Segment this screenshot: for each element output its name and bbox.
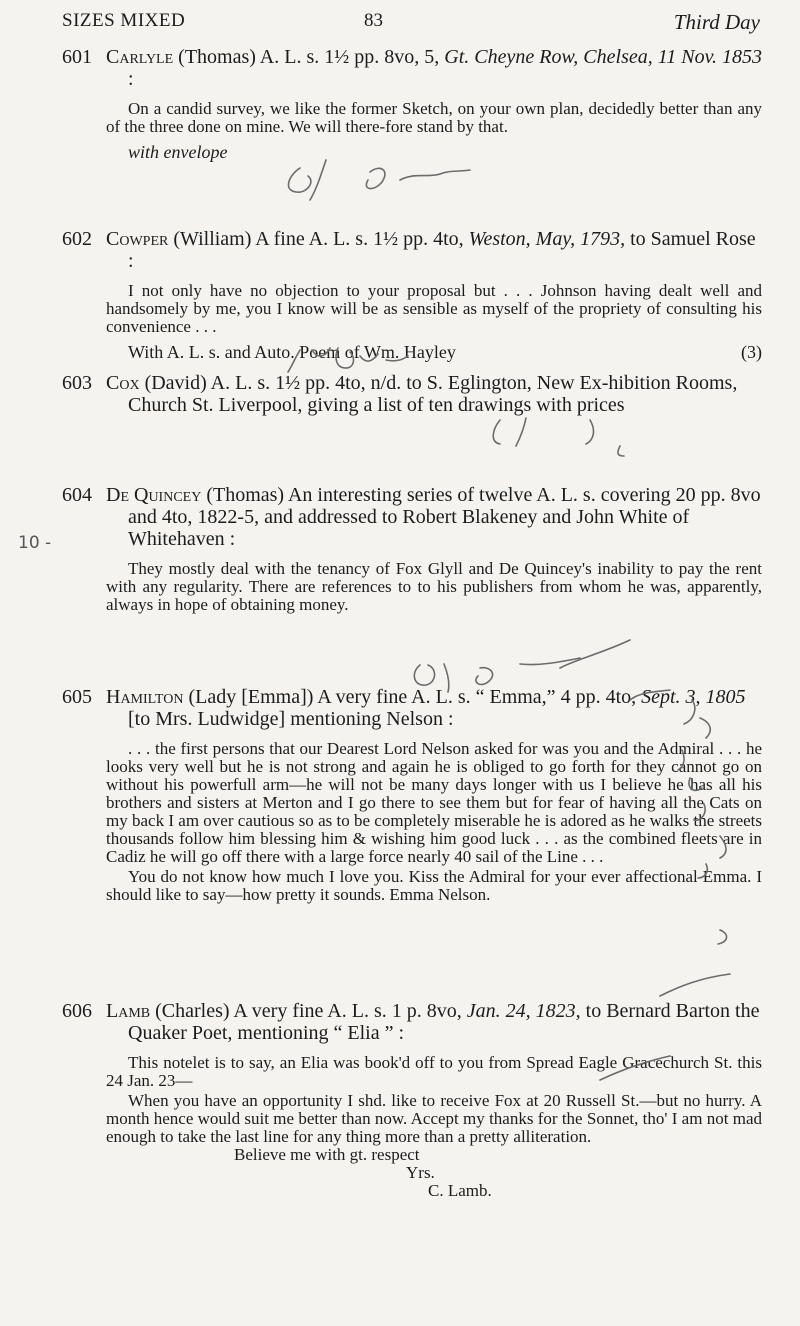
lot-title (106, 372, 762, 416)
lot-author: Cowper (106, 228, 169, 250)
lot-number: 606 (62, 1000, 92, 1022)
lot-quote: They mostly deal with the tenancy of Fox Glyll and De Quincey's inability to pay the rent with any regularity. There are references to to his publishers from whom he was, apparently, always in hope of obtaining money. (106, 559, 762, 614)
lot-title-end: : (128, 68, 134, 90)
lot-number: 601 (62, 46, 92, 68)
lot-title-desc: (Lady [Emma]) A very fine A. L. s. “ Emma,” 4 pp. 4to, (183, 686, 642, 708)
lot-number: 605 (62, 686, 92, 708)
lot-602 (62, 228, 762, 363)
lot-author: De Quincey (106, 484, 202, 506)
lot-title (106, 686, 762, 730)
lot-author: Cox (106, 372, 140, 394)
lot-quote: . . . the first persons that our Dearest Lord Nelson asked for was you and the Admiral . . . he looks very well but he is not strong and again he is obliged to go forth for they cannot go on without his powerfull arm—he will not be many days longer with us I believe he has all his brothers and sisters at Merton and I go there to see them but for fear of having all the Cats on my back I am over cautious so as to be completely miserable he is adored as he walks the streets thousands follow him blessing him & wishing him good luck . . . as the combined fleets are in Cadiz he will go off there with a large force nearly 40 sail of the Line . . . (106, 739, 762, 866)
lot-title-desc: (Charles) A very fine A. L. s. 1 p. 8vo, (150, 1000, 467, 1022)
lot-author: Carlyle (106, 46, 174, 68)
lot-number: 604 (62, 484, 92, 506)
pencil-mark-604 (414, 640, 630, 692)
margin-pencil-note: 10 - (18, 533, 52, 553)
lot-quote: This notelet is to say, an Elia was book'd off to you from Spread Eagle Gracechurch St. this 24 Jan. 23— (106, 1053, 762, 1090)
lot-title (106, 228, 762, 272)
lot-title-end: to Samuel Rose : (128, 228, 756, 272)
lot-605 (62, 686, 762, 904)
lot-quote: I not only have no objection to your proposal but . . . Johnson having dealt well and handsomely by me, you I know will be as sensible as myself of the propriety of consulting his convenience . . . (106, 281, 762, 336)
lot-title-place-date: Weston, May, 1793, (468, 228, 626, 250)
lot-603 (62, 372, 762, 416)
lot-quote-continued: When you have an opportunity I shd. like to receive Fox at 20 Russell St.—but no hurry. A month hence would suit me better than now. Accept my thanks for the Sonnet, tho' I am not mad enough to take the last line for any thing more than a pretty alliteration. (106, 1091, 762, 1146)
lot-title-desc: (David) A. L. s. 1½ pp. 4to, n/d. to S. Eglington, New Ex-hibition Rooms, Church St. Liverpool, giving a list of ten drawings with prices (128, 372, 738, 416)
lot-author: Hamilton (106, 686, 184, 708)
lot-tail (106, 142, 762, 163)
lot-tail-left: With A. L. s. and Auto. Poem of Wm. Hayley (128, 342, 456, 362)
lot-606 (62, 1000, 762, 1200)
lot-601 (62, 46, 762, 163)
lot-tail-left: with envelope (128, 142, 228, 162)
lot-title-desc: (Thomas) A. L. s. 1½ pp. 8vo, 5, (173, 46, 445, 68)
pencil-mark-601 (288, 160, 470, 200)
lot-tail-right: (3) (741, 342, 762, 362)
lot-title-desc: (Thomas) An interesting series of twelve A. L. s. covering 20 pp. 8vo and 4to, 1822-5, and addressed to Robert Blakeney and John White of Whitehaven : (128, 484, 761, 550)
page-number: 83 (364, 10, 383, 31)
header-left: SIZES MIXED (62, 10, 186, 31)
lot-number: 603 (62, 372, 92, 394)
header-right: Third Day (673, 10, 760, 34)
lot-title-date: Sept. 3, 1805 (641, 686, 746, 708)
lot-title-desc: (William) A fine A. L. s. 1½ pp. 4to, (168, 228, 469, 250)
closing-line: Believe me with gt. respect (234, 1145, 420, 1164)
lot-title-end: to Bernard Barton the Quaker Poet, mentioning “ Elia ” : (128, 1000, 760, 1044)
lot-title (106, 1000, 762, 1044)
lot-number: 602 (62, 228, 92, 250)
lot-title (106, 484, 762, 550)
page-header (62, 10, 760, 34)
closing-signature: C. Lamb. (428, 1181, 492, 1200)
lot-quote: On a candid survey, we like the former Sketch, on your own plan, decidedly better than any of the three done on mine. We will there-fore stand by that. (106, 99, 762, 136)
closing-yrs: Yrs. (406, 1163, 435, 1182)
lot-title (106, 46, 762, 90)
lot-title-place-date: Gt. Cheyne Row, Chelsea, 11 Nov. 1853 (444, 46, 762, 68)
lot-author: Lamb (106, 1000, 151, 1022)
pencil-mark-603 (493, 418, 624, 456)
lot-tail (106, 342, 762, 363)
lot-title-end: [to Mrs. Ludwidge] mentioning Nelson : (128, 708, 454, 730)
lot-quote-continued: You do not know how much I love you. Kiss the Admiral for your ever affectional Emma. I should like to say—how pretty it sounds. Emma Nelson. (106, 867, 762, 904)
lot-604 (62, 484, 762, 614)
lot-title-date: Jan. 24, 1823, (466, 1000, 581, 1022)
